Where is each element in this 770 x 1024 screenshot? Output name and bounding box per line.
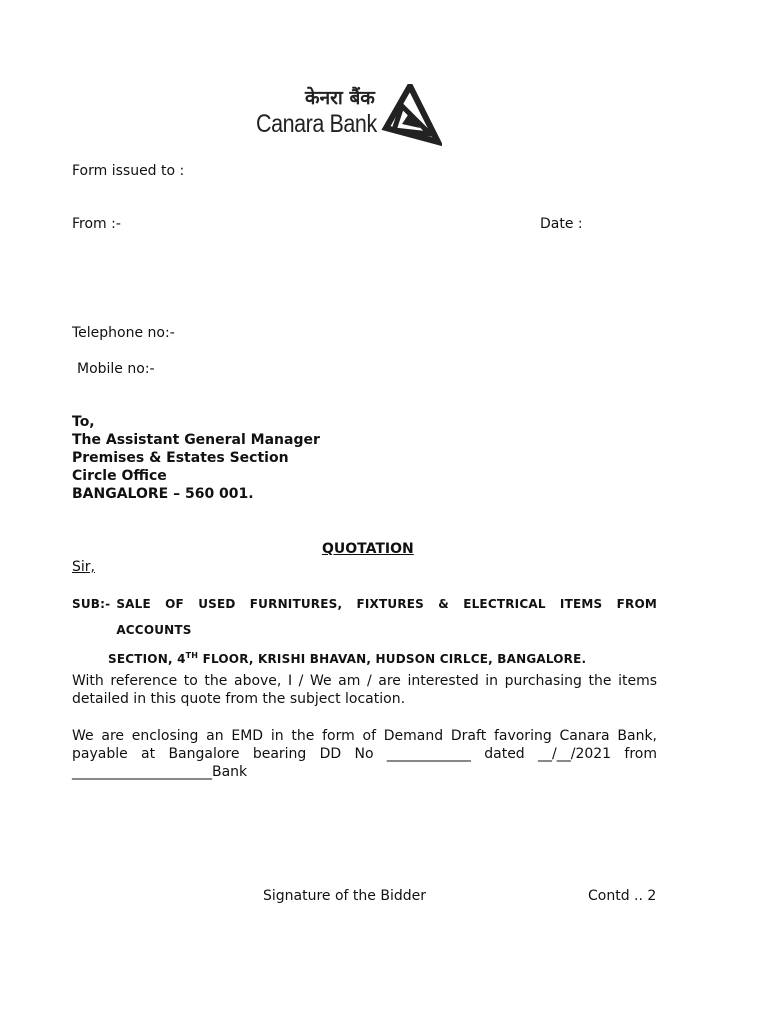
paragraph-emd: We are enclosing an EMD in the form of Demand Draft favoring Canara Bank, payable at Bangalore bearing DD No ____________ dated __/__/2021 from ____________________Bank: [72, 728, 657, 780]
address-to: To,: [72, 414, 95, 430]
canara-bank-triangle-icon: [380, 84, 442, 150]
mobile-label: Mobile no:-: [77, 361, 155, 377]
quotation-heading: QUOTATION: [322, 541, 414, 557]
subject-text-2b: FLOOR, KRISHI BHAVAN, HUDSON CIRLCE, BANGALORE.: [198, 652, 587, 666]
date-label: Date :: [540, 216, 583, 232]
subject-line-2: [72, 643, 657, 672]
form-issued-to-label: Form issued to :: [72, 163, 185, 179]
signature-label: Signature of the Bidder: [263, 888, 426, 904]
paragraph-interest: With reference to the above, I / We am / are interested in purchasing the items detailed in this quote from the subject location.: [72, 673, 657, 707]
contd-label: Contd .. 2: [588, 888, 657, 904]
logo-hindi-text: केनरा बैंक: [305, 87, 375, 109]
logo-english-text: Canara Bank: [256, 110, 377, 138]
subject-text-2a: SECTION, 4: [108, 652, 186, 666]
subject-superscript: TH: [185, 651, 199, 660]
subject-line-1: [72, 591, 657, 643]
address-section: Premises & Estates Section: [72, 450, 289, 466]
address-city: BANGALORE – 560 001.: [72, 486, 254, 502]
address-recipient: The Assistant General Manager: [72, 432, 320, 448]
subject-prefix: SUB:-: [72, 597, 111, 611]
subject-block: [72, 591, 657, 672]
subject-text-1: SALE OF USED FURNITURES, FIXTURES & ELECTRICAL ITEMS FROM ACCOUNTS: [116, 597, 657, 637]
address-office: Circle Office: [72, 468, 167, 484]
canara-bank-logo: [255, 84, 445, 150]
from-label: From :-: [72, 216, 121, 232]
salutation: Sir,: [72, 559, 95, 575]
telephone-label: Telephone no:-: [72, 325, 175, 341]
